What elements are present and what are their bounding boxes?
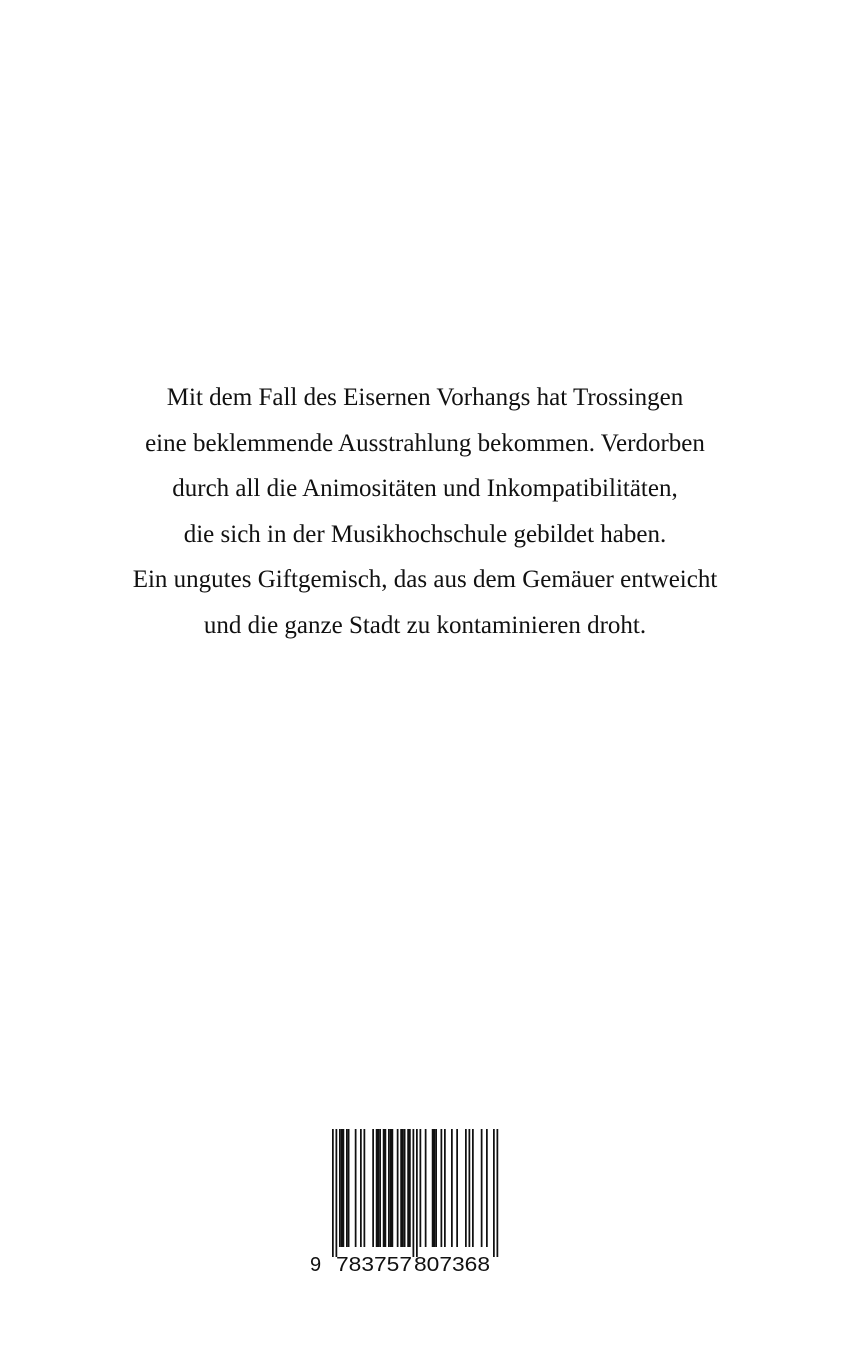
barcode-bar — [397, 1129, 399, 1247]
barcode-bar — [392, 1129, 394, 1247]
barcode-bar — [343, 1129, 345, 1247]
barcode-bar — [390, 1129, 392, 1247]
barcode-bar — [486, 1129, 488, 1247]
barcode-guard-bar — [416, 1129, 418, 1257]
blurb-line: eine beklemmende Ausstrahlung bekommen. Verdorben — [145, 429, 705, 457]
barcode-bar — [404, 1129, 406, 1247]
barcode-bar — [402, 1129, 404, 1247]
barcode-bar — [409, 1129, 411, 1247]
barcode-bar — [441, 1129, 443, 1247]
barcode-guard-bar — [493, 1129, 495, 1257]
barcode-bar — [407, 1129, 409, 1247]
isbn-right-digits: 807368 — [414, 1254, 490, 1276]
blurb-line: Ein ungutes Giftgemisch, das aus dem Gemäuer entweicht — [132, 566, 718, 594]
barcode-bar — [341, 1129, 343, 1247]
blurb-line: die sich in der Musikhochschule gebildet haben. — [183, 520, 667, 548]
barcode-guard-bar — [497, 1129, 499, 1257]
barcode-bar — [469, 1129, 471, 1247]
barcode-bar — [355, 1129, 357, 1247]
barcode-bar — [348, 1129, 350, 1247]
barcode-bar — [444, 1129, 446, 1247]
barcode-bar — [346, 1129, 348, 1247]
barcode-bar — [425, 1129, 427, 1247]
barcode-guard-bar — [332, 1129, 334, 1257]
isbn-left-digits: 783757 — [336, 1254, 412, 1276]
barcode-bar — [379, 1129, 381, 1247]
barcode-bar — [420, 1129, 422, 1247]
blurb-line: Mit dem Fall des Eisernen Vorhangs hat Trossingen — [166, 384, 684, 411]
barcode-bar — [360, 1129, 362, 1247]
barcode-bar — [385, 1129, 387, 1247]
barcode-bar — [376, 1129, 378, 1247]
barcode-bar — [383, 1129, 385, 1247]
barcode-bar — [465, 1129, 467, 1247]
barcode-guard-bar — [336, 1129, 338, 1257]
barcode-bar — [435, 1129, 437, 1247]
barcode-bar — [378, 1129, 380, 1247]
barcode-bar — [388, 1129, 390, 1247]
barcode-guard-bar — [413, 1129, 415, 1257]
isbn-barcode — [310, 1127, 510, 1277]
blurb-line: und die ganze Stadt zu kontaminieren droht. — [203, 611, 647, 639]
barcode-bar — [400, 1129, 402, 1247]
barcode-bar — [364, 1129, 366, 1247]
barcode-bars — [332, 1129, 498, 1257]
barcode-bar — [339, 1129, 341, 1247]
barcode-bar — [372, 1129, 374, 1247]
barcode-bar — [432, 1129, 434, 1247]
blurb-line: durch all die Animositäten und Inkompatibilitäten, — [172, 475, 678, 503]
isbn-first-digit: 9 — [310, 1254, 322, 1276]
barcode-bar — [472, 1129, 474, 1247]
back-cover-blurb — [0, 375, 850, 649]
barcode-bar — [481, 1129, 483, 1247]
barcode-bar — [434, 1129, 436, 1247]
barcode-graphic — [310, 1127, 510, 1277]
barcode-bar — [456, 1129, 458, 1247]
barcode-bar — [451, 1129, 453, 1247]
